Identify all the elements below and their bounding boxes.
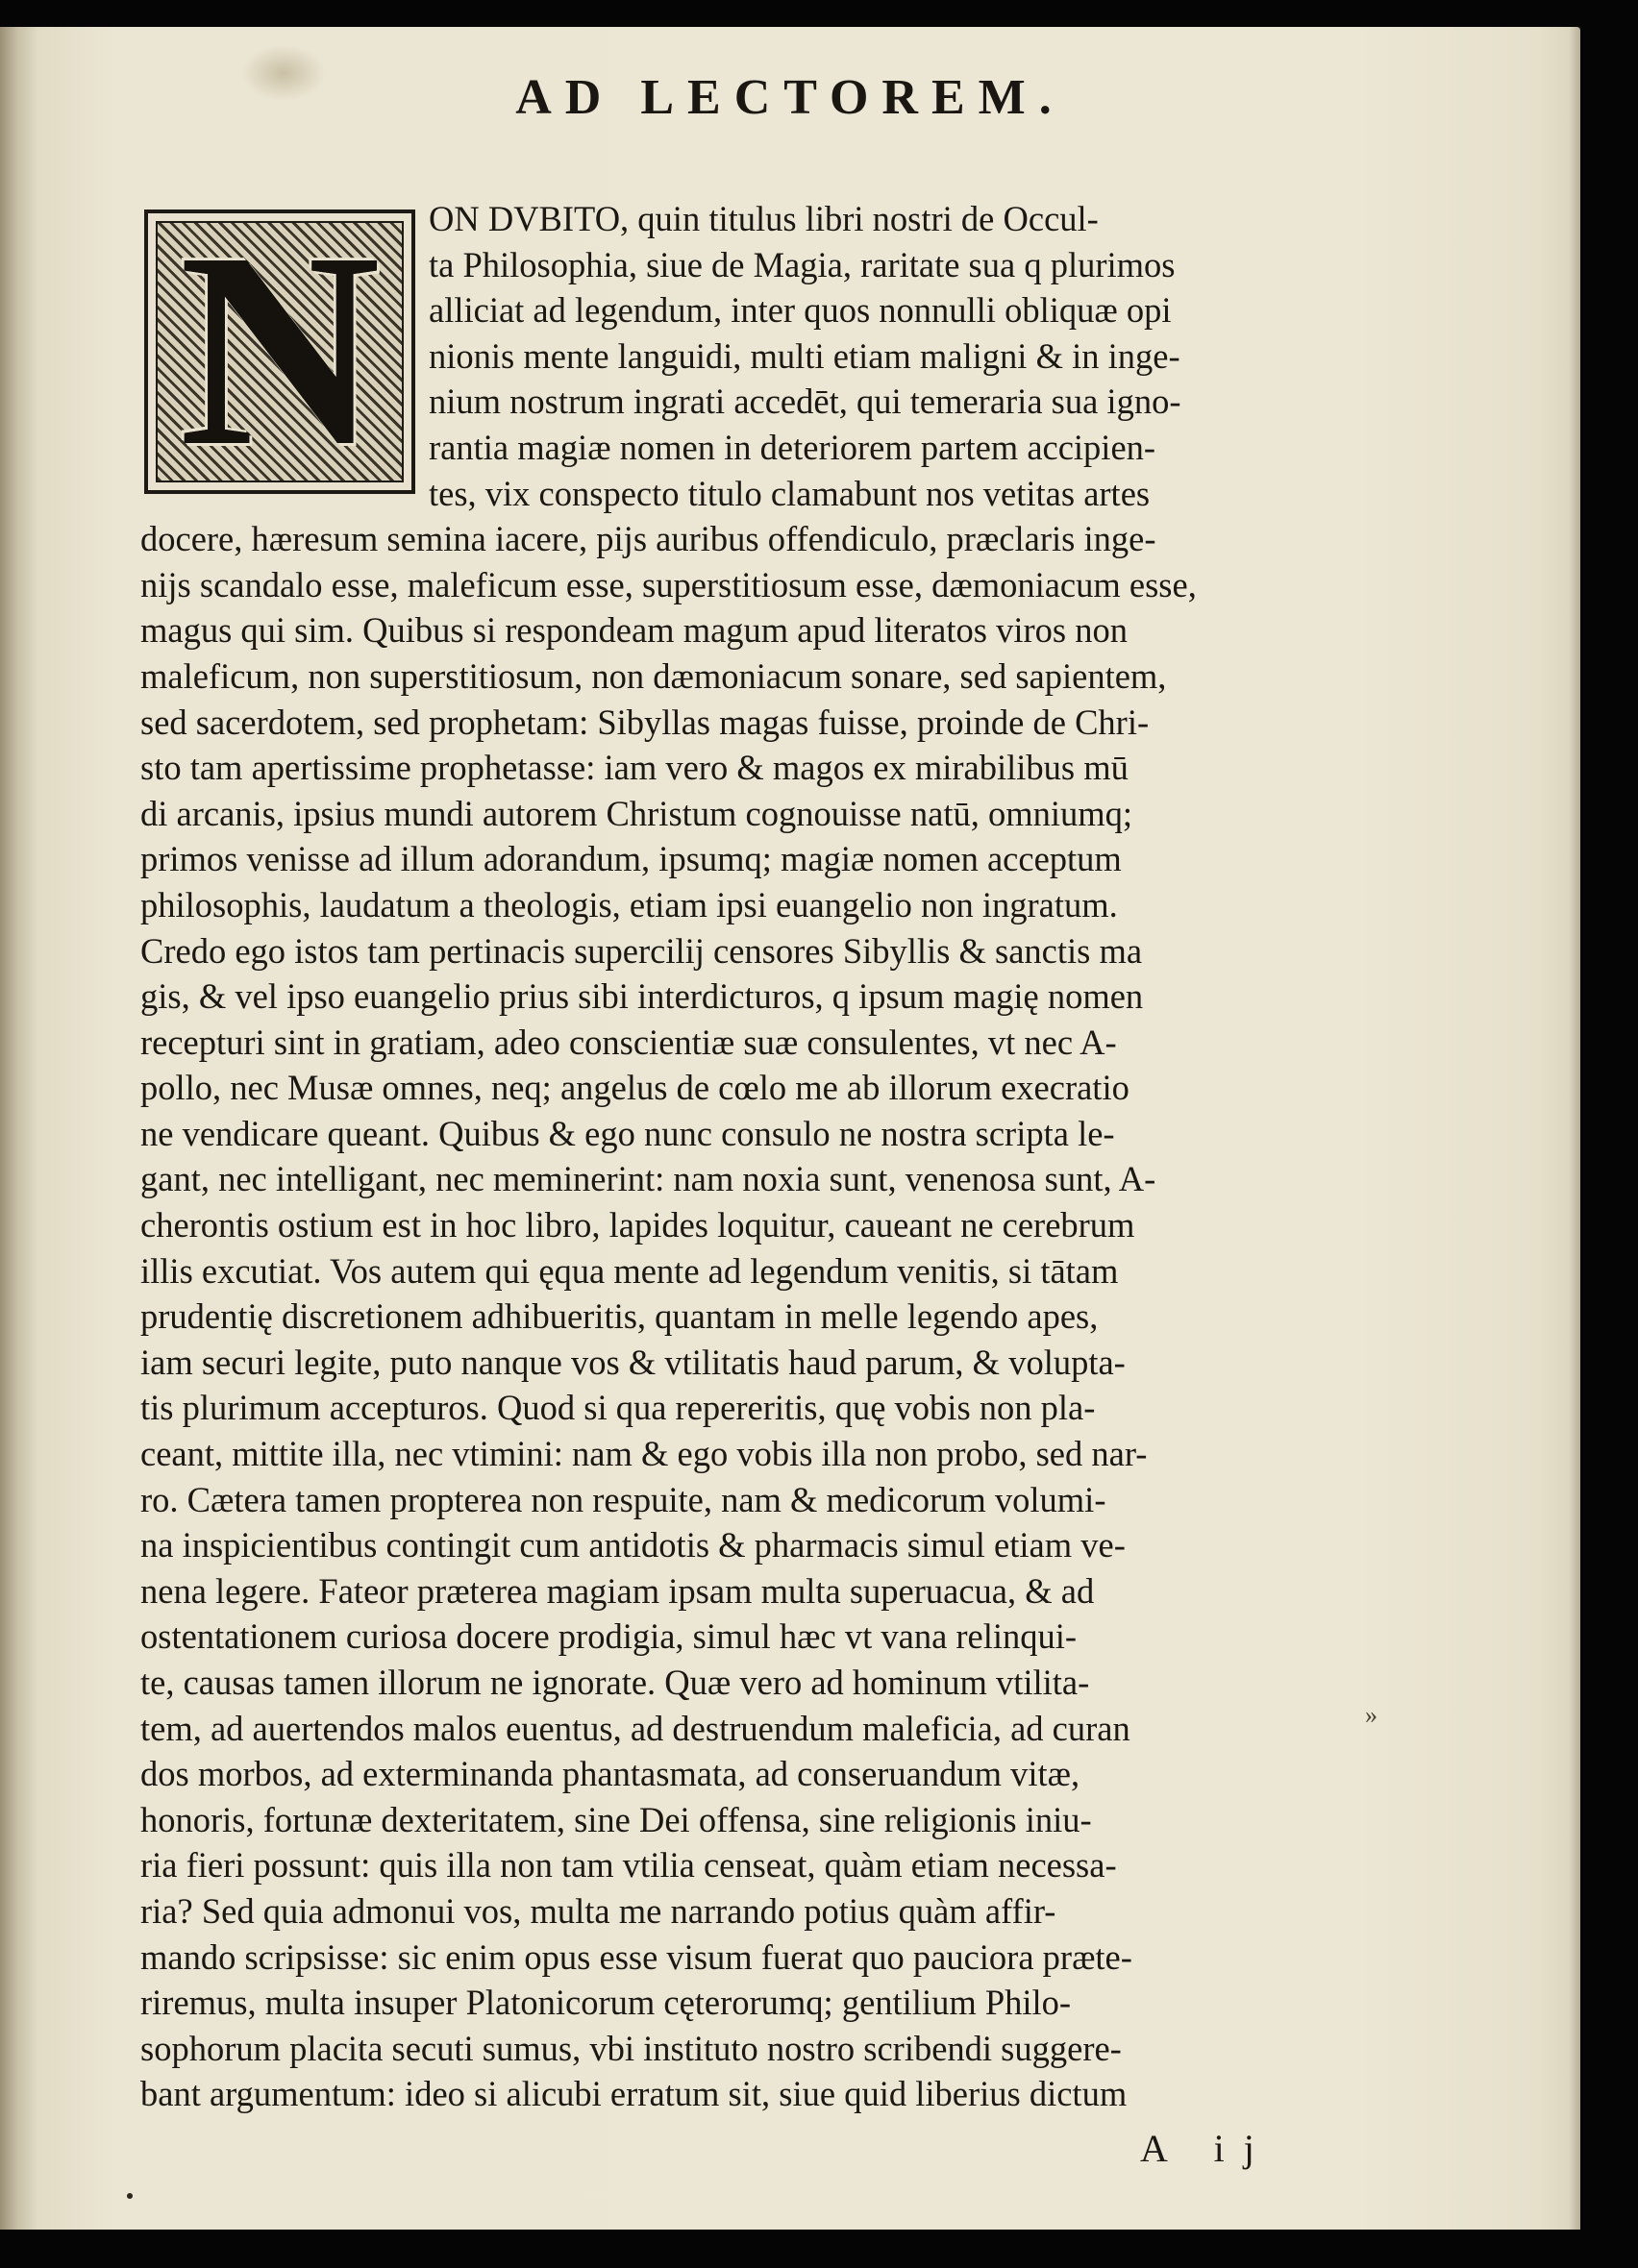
ink-speck: [127, 2193, 133, 2199]
text-line: sed sacerdotem, sed prophetam: Sibyllas magas fuisse, proinde de Chri-: [140, 702, 1150, 742]
page-heading: AD LECTOREM.: [515, 70, 1065, 125]
text-line: illis excutiat. Vos autem qui ęqua mente ad legendum venitis, si tātam: [140, 1250, 1119, 1291]
text-line: maleficum, non superstitiosum, non dæmoniacum sonare, sed sapientem,: [140, 655, 1167, 696]
text-line: recepturi sint in gratiam, adeo conscientiæ suæ consulentes, vt nec A-: [140, 1022, 1117, 1062]
text-line: riremus, multa insuper Platonicorum cęterorumq; gentilium Philo-: [140, 1983, 1072, 2023]
text-line: nena legere. Fateor præterea magiam ipsam multa superuacua, & ad: [140, 1570, 1095, 1611]
text-line: sto tam apertissime prophetasse: iam vero & magos ex mirabilibus mū: [140, 748, 1129, 788]
text-line: alliciat ad legendum, inter quos nonnulli obliquæ opi: [429, 290, 1172, 331]
text-line: di arcanis, ipsius mundi autorem Christum cognouisse natū, omniumq;: [140, 793, 1133, 833]
text-line: na inspicientibus contingit cum antidotis & pharmacis simul etiam ve-: [140, 1525, 1126, 1565]
text-line: dos morbos, ad exterminanda phantasmata, ad conseruandum vitæ,: [140, 1754, 1080, 1794]
text-line: tem, ad auertendos malos euentus, ad destruendum maleficia, ad curan: [140, 1708, 1130, 1748]
text-line: gis, & vel ipso euangelio prius sibi interdicturos, q ipsum magię nomen: [140, 976, 1144, 1017]
text-line: ON DVBITO, quin titulus libri nostri de Occul-: [429, 199, 1099, 238]
text-line: ne vendicare queant. Quibus & ego nunc consulo ne nostra scripta le-: [140, 1113, 1115, 1153]
text-line: ria? Sed quia admonui vos, multa me narrando potius quàm affir-: [140, 1890, 1056, 1931]
text-line: ostentationem curiosa docere prodigia, simul hæc vt vana relinqui-: [140, 1616, 1078, 1657]
text-line: honoris, fortunæ dexteritatem, sine Dei offensa, sine religionis iniu-: [140, 1799, 1092, 1839]
text-line: ro. Cætera tamen propterea non respuite, nam & medicorum volumi-: [140, 1479, 1106, 1519]
text-line: magus qui sim. Quibus si respondeam magum apud literatos viros non: [140, 610, 1128, 651]
text-line: Credo ego istos tam pertinacis supercilij censores Sibyllis & sanctis ma: [140, 930, 1143, 971]
text-line: nium nostrum ingrati accedēt, qui temeraria sua igno-: [429, 382, 1181, 422]
text-line: tes, vix conspecto titulo clamabunt nos vetitas artes: [429, 473, 1151, 513]
text-line: nionis mente languidi, multi etiam maligni & in inge-: [429, 335, 1180, 376]
signature-mark: A ij: [1140, 2127, 1274, 2170]
text-line: prudentię discretionem adhibueritis, quantam in melle legendo apes,: [140, 1296, 1099, 1337]
text-line: ria fieri possunt: quis illa non tam vtilia censeat, quàm etiam necessa-: [140, 1845, 1117, 1886]
text-line: ta Philosophia, siue de Magia, raritate sua q plurimos: [429, 244, 1176, 284]
text-line: primos venisse ad illum adorandum, ipsumq; magiæ nomen acceptum: [140, 839, 1122, 879]
page-edge-shadow: [1569, 27, 1580, 2230]
text-line: gant, nec intelligant, nec meminerint: nam noxia sunt, venenosa sunt, A-: [140, 1159, 1156, 1199]
body-text: [140, 196, 1361, 2117]
text-line: iam securi legite, puto nanque vos & vtilitatis haud parum, & volupta-: [140, 1342, 1126, 1382]
text-line: docere, hæresum semina iacere, pijs auribus offendiculo, præclaris inge-: [140, 519, 1156, 559]
initial-letter: N: [179, 195, 381, 504]
text-line: rantia magiæ nomen in deteriorem partem accipien-: [429, 427, 1156, 467]
text-line: pollo, nec Musæ omnes, neq; angelus de cœlo me ab illorum execratio: [140, 1068, 1129, 1108]
text-line: ceant, mittite illa, nec vtimini: nam & ego vobis illa non probo, sed nar-: [140, 1434, 1148, 1474]
text-line: tis plurimum accepturos. Quod si qua repereritis, quę vobis non pla-: [140, 1388, 1096, 1428]
text-line: nijs scandalo esse, maleficum esse, superstitiosum esse, dæmoniacum esse,: [140, 564, 1197, 604]
text-line: cherontis ostium est in hoc libro, lapides loquitur, caueant ne cerebrum: [140, 1205, 1135, 1245]
text-line: mando scripsisse: sic enim opus esse visum fuerat quo pauciora præte-: [140, 1936, 1132, 1977]
text-line: bant argumentum: ideo si alicubi erratum sit, siue quid liberius dictum: [140, 2074, 1128, 2114]
text-line: sophorum placita secuti sumus, vbi instituto nostro scribendi suggere-: [140, 2028, 1122, 2068]
margin-mark: »: [1365, 1701, 1377, 1729]
text-line: te, causas tamen illorum ne ignorate. Quæ vero ad hominum vtilita-: [140, 1663, 1090, 1702]
text-line: philosophis, laudatum a theologis, etiam ipsi euangelio non ingratum.: [140, 884, 1118, 924]
